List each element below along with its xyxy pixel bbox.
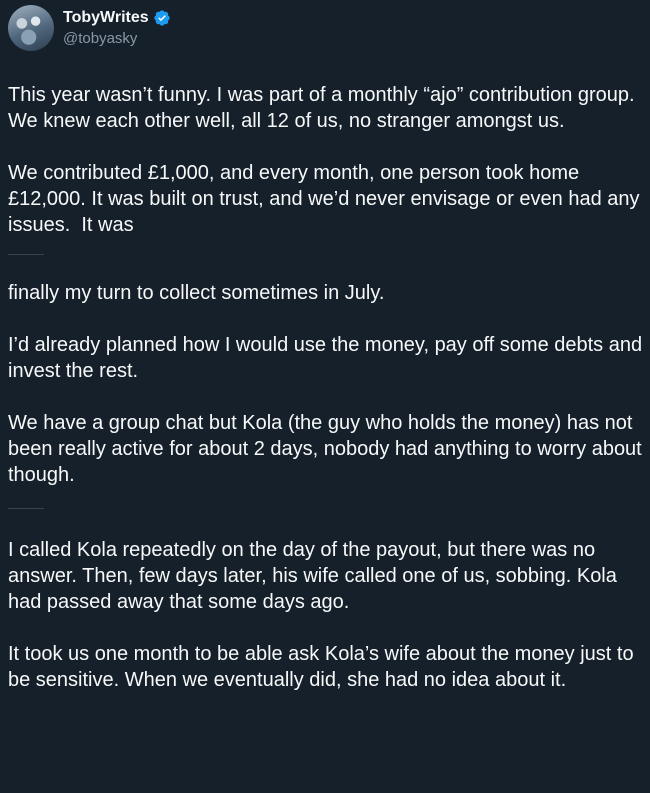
author-display-name[interactable]: TobyWrites [63,8,149,26]
tweet-text-paragraph: I’d already planned how I would use the money, pay off some debts and invest the rest. [8,334,648,382]
tweet-text-paragraph: We have a group chat but Kola (the guy who holds the money) has not been really active for about 2 days, nobody had anything to worry about though. [8,412,648,486]
avatar[interactable] [8,5,54,51]
author-info [63,8,171,49]
verified-badge-icon [153,9,171,27]
tweet-text-paragraph: This year wasn’t funny. I was part of a monthly “ajo” contribution group. We knew each other well, all 12 of us, no stranger amongst us. [8,84,641,132]
tweet-text-paragraph: finally my turn to collect sometimes in July. [8,282,385,304]
tweet-header [8,4,171,52]
tweet-body [8,82,648,693]
author-name-row [63,8,171,28]
tweet-text-paragraph: I called Kola repeatedly on the day of the payout, but there was no answer. Then, few days later, his wife called one of us, sobbing. Kola had passed away that some days ago. [8,539,623,613]
author-handle[interactable]: @tobyasky [63,29,138,47]
tweet-text-paragraph: We contributed £1,000, and every month, one person took home £12,000. It was built on trust, and we’d never envisage or even had any issues. It was [8,162,646,236]
tweet-text-paragraph: It took us one month to be able ask Kola’s wife about the money just to be sensitive. When we eventually did, she had no idea about it. [8,643,640,691]
